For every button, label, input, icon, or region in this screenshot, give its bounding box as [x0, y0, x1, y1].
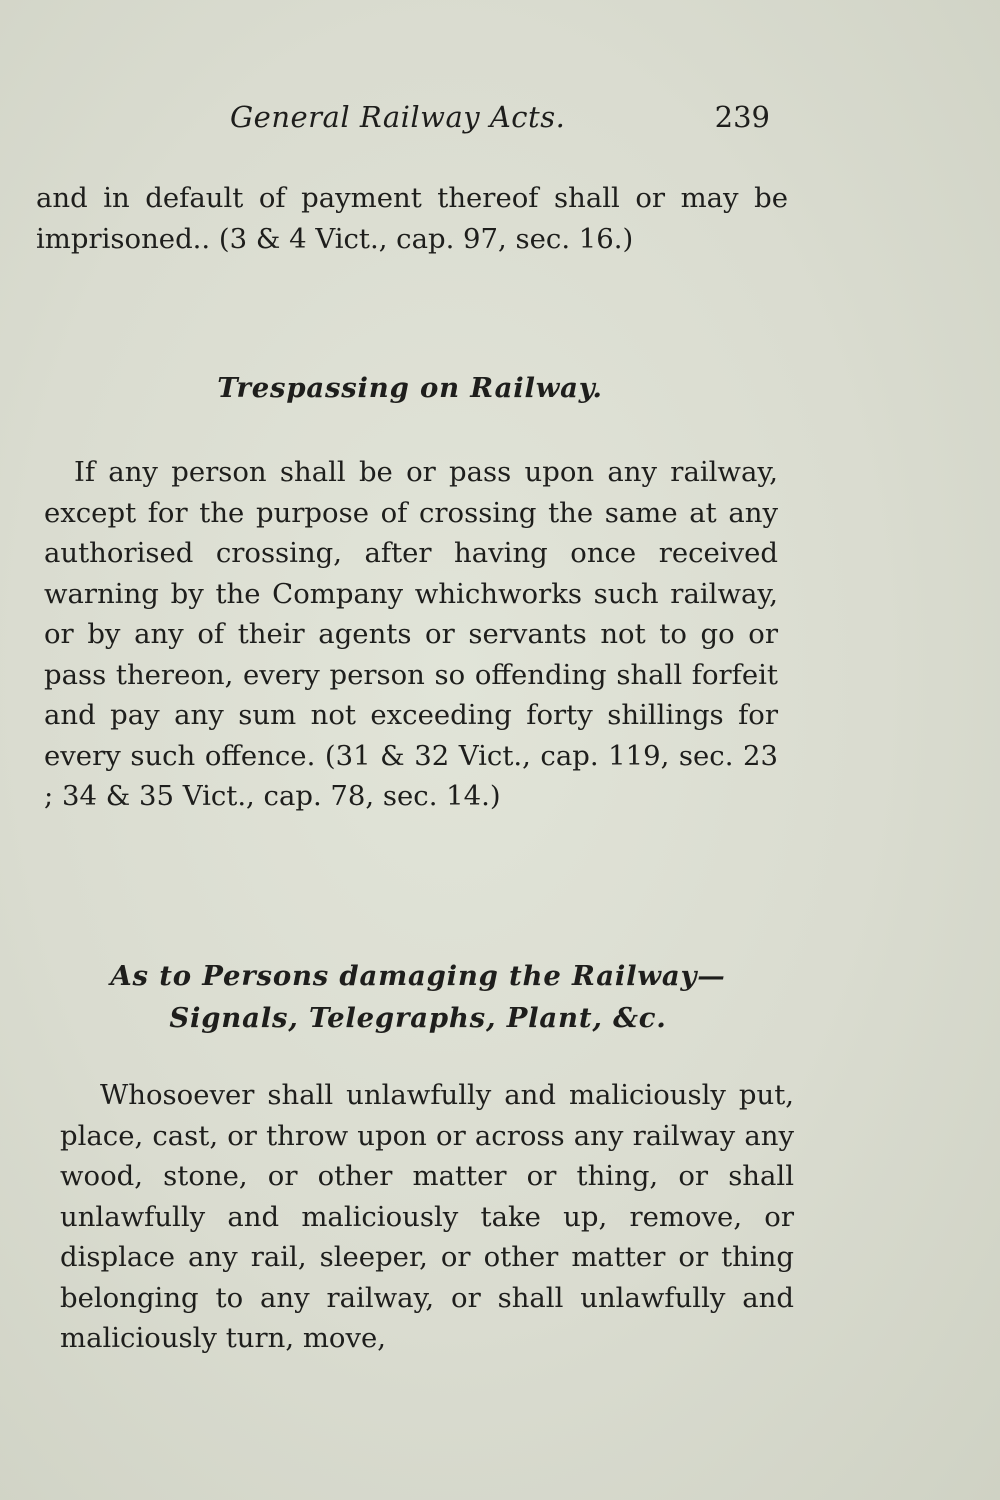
- section-heading-trespassing: Trespassing on Railway.: [217, 372, 603, 404]
- running-head: [230, 100, 770, 140]
- paragraph-damaging: Whosoever shall unlawfully and maliciously put, place, cast, or throw upon or across any railway any wood, stone, or other matter or thing, or shall unlawfully and maliciously take up, remove, or displace any rail, sleeper, or other matter or thing belonging to any railway, or shall unlawfully and maliciously turn, move,: [60, 1079, 794, 1354]
- page-number: 239: [714, 100, 770, 134]
- paragraph-continued: and in default of payment thereof shall or may be imprisoned.. (3 & 4 Vict., cap. 97, sec. 16.): [36, 182, 788, 255]
- running-title: General Railway Acts.: [230, 100, 566, 134]
- paragraph-trespassing: If any person shall be or pass upon any railway, except for the purpose of crossing the same at any authorised crossing, after having once received warning by the Company whichworks such railway, or by any of their agents or servants not to go or pass thereon, every person so offending shall forfeit and pay any sum not exceeding forty shillings for every such offence. (31 & 32 Vict., cap. 119, sec. 23 ; 34 & 35 Vict., cap. 78, sec. 14.): [44, 456, 778, 812]
- section-heading-damaging: As to Persons damaging the Railway—Signals, Telegraphs, Plant, &c.: [110, 960, 726, 1034]
